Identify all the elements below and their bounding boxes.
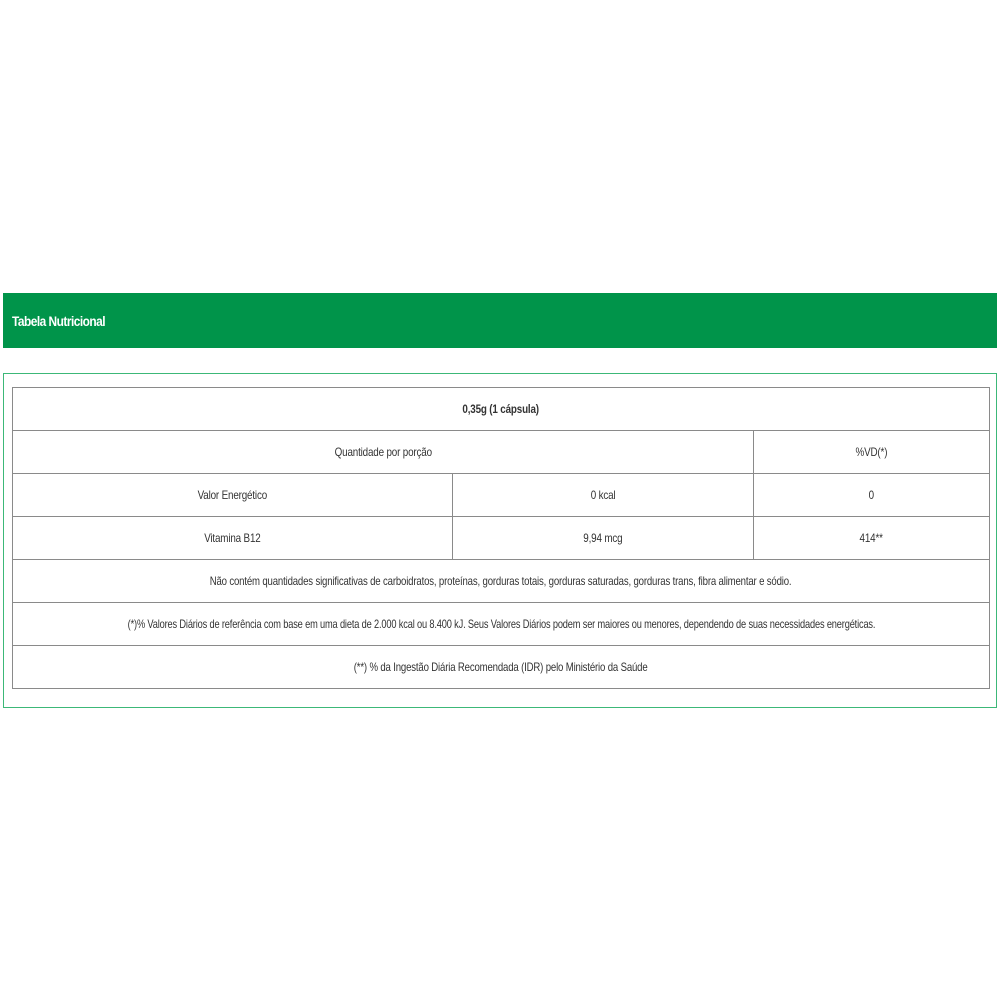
serving-row [13,388,990,431]
note-idr: (**) % da Ingestão Diária Recomendada (IDR) pelo Ministério da Saúde [13,646,990,689]
note-insignificant-quantities: Não contém quantidades significativas de carboidratos, proteínas, gorduras totais, gorduras saturadas, gorduras trans, fibra alimentar e sódio. [13,560,990,603]
nutrition-table [12,387,990,689]
nutrient-daily-value: 414** [754,517,990,560]
quantity-per-serving-header: Quantidade por porção [13,431,754,474]
table-row [13,474,990,517]
nutrient-name: Valor Energético [13,474,453,517]
serving-size-cell [13,388,990,431]
serving-size: 0,35g (1 cápsula) [462,402,540,416]
table-row [13,517,990,560]
nutrient-daily-value: 0 [754,474,990,517]
nutrition-table-container [3,373,997,708]
nutrition-table-header [3,293,997,348]
nutrient-amount: 0 kcal [453,474,754,517]
note-row [13,646,990,689]
section-title: Tabela Nutricional [12,312,106,329]
nutrient-amount: 9,94 mcg [453,517,754,560]
note-daily-values: (*)% Valores Diários de referência com base em uma dieta de 2.000 kcal ou 8.400 kJ. Seus Valores Diários podem ser maiores ou menores, dependendo de suas necessidades energéticas. [13,603,990,646]
daily-value-header: %VD(*) [754,431,990,474]
note-row [13,560,990,603]
column-header-row [13,431,990,474]
nutrient-name: Vitamina B12 [13,517,453,560]
note-row [13,603,990,646]
